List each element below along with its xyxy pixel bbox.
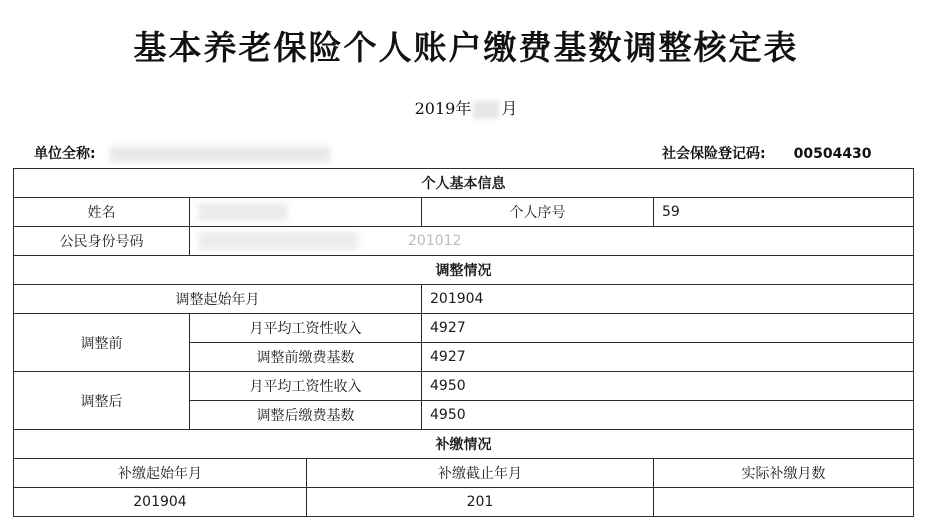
adjust-start-label: 调整起始年月: [14, 285, 422, 314]
after-label: 调整后: [14, 372, 190, 430]
name-row: [14, 198, 914, 227]
registration-code-label: 社会保险登记码:: [662, 146, 766, 162]
backpay-value-row: [14, 488, 914, 517]
section-row-backpay: [14, 430, 914, 459]
name-value: [190, 198, 422, 227]
adjust-start-row: [14, 285, 914, 314]
before-income-label: 月平均工资性收入: [190, 314, 422, 343]
date-month-suffix: 月: [501, 99, 518, 118]
after-income-row: [14, 372, 914, 401]
redacted-unit-name: [110, 146, 330, 162]
unit-name-row: [34, 143, 330, 163]
contribution-base-table: [13, 168, 914, 517]
document-title: 基本养老保险个人账户缴费基数调整核定表: [133, 28, 799, 67]
document-date: [0, 96, 932, 119]
section-basic-info: 个人基本信息: [14, 169, 914, 198]
before-income-value: 4927: [422, 314, 914, 343]
registration-code-value: 00504430: [793, 146, 872, 162]
after-base-label: 调整后缴费基数: [190, 401, 422, 430]
unit-name-label: 单位全称:: [34, 146, 96, 162]
before-base-value: 4927: [422, 343, 914, 372]
registration-code-row: [662, 143, 872, 163]
backpay-months-label: 实际补缴月数: [654, 459, 914, 488]
section-adjustment: 调整情况: [14, 256, 914, 285]
section-row-adjustment: [14, 256, 914, 285]
name-label: 姓名: [14, 198, 190, 227]
backpay-end-label: 补缴截止年月: [307, 459, 654, 488]
section-backpay: 补缴情况: [14, 430, 914, 459]
backpay-start-label: 补缴起始年月: [14, 459, 307, 488]
seq-label: 个人序号: [422, 198, 654, 227]
date-year: 2019年: [414, 99, 472, 118]
before-income-row: [14, 314, 914, 343]
id-value: [190, 227, 914, 256]
backpay-header-row: [14, 459, 914, 488]
redacted-month: [473, 101, 499, 119]
after-base-value: 4950: [422, 401, 914, 430]
id-row: [14, 227, 914, 256]
backpay-months-value: [654, 488, 914, 517]
after-income-value: 4950: [422, 372, 914, 401]
adjust-start-value: 201904: [422, 285, 914, 314]
redacted-id-number: [198, 232, 358, 250]
redacted-name: [198, 203, 288, 221]
before-label: 调整前: [14, 314, 190, 372]
backpay-end-value: 201: [307, 488, 654, 517]
backpay-start-value: 201904: [14, 488, 307, 517]
id-fragment: 201012: [408, 233, 462, 249]
section-row-basic-info: [14, 169, 914, 198]
seq-value: 59: [654, 198, 914, 227]
after-income-label: 月平均工资性收入: [190, 372, 422, 401]
id-label: 公民身份号码: [14, 227, 190, 256]
before-base-label: 调整前缴费基数: [190, 343, 422, 372]
